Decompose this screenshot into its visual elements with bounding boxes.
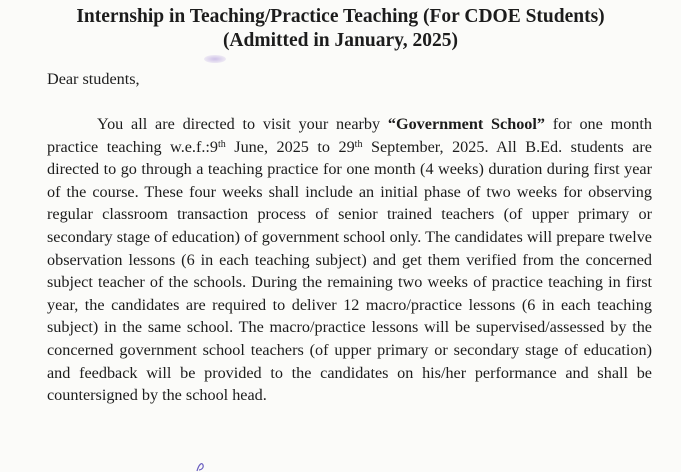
notice-title: Internship in Teaching/Practice Teaching (For CDOE Students) [76,6,605,27]
government-school-emphasis: “Government School” [387,115,545,133]
body-text-4: September, 2025. All B.Ed. students are directed to go through a teaching practice for one month (4 weeks) duration during first year of the course. These four weeks shall include an initial phase of two weeks for observing regular classroom transaction process of senior trained teachers (of upper primary or secondary stage of education) of government school only. The candidates will prepare twelve observation lessons (6 in each teaching subject) and get them verified from the concerned subject teacher of the schools. During the remaining two weeks of practice teaching in first year, the candidates are required to deliver 12 macro/practice lessons (6 in each teaching subject) in the same school. The macro/practice lessons will be supervised/assessed by the concerned government school teachers (of upper primary or secondary stage of education) and feedback will be provided to the candidates on his/her performance and shall be countersigned by the school head. [47,137,652,405]
notice-subtitle: (Admitted in January, 2025) [222,30,459,51]
body-text-3: June, 2025 to 29 [225,137,355,156]
body-text-1: You all are directed to visit your nearby [97,115,388,133]
ordinal-suffix-start: th [218,138,226,150]
pen-mark-icon [195,461,205,472]
notice-body [47,113,652,407]
ordinal-suffix-end: th [354,138,363,150]
salutation: Dear students, [47,70,140,88]
ink-smudge [204,55,226,63]
body-text-2: for one month practice teaching w.e.f.:9 [47,115,652,156]
